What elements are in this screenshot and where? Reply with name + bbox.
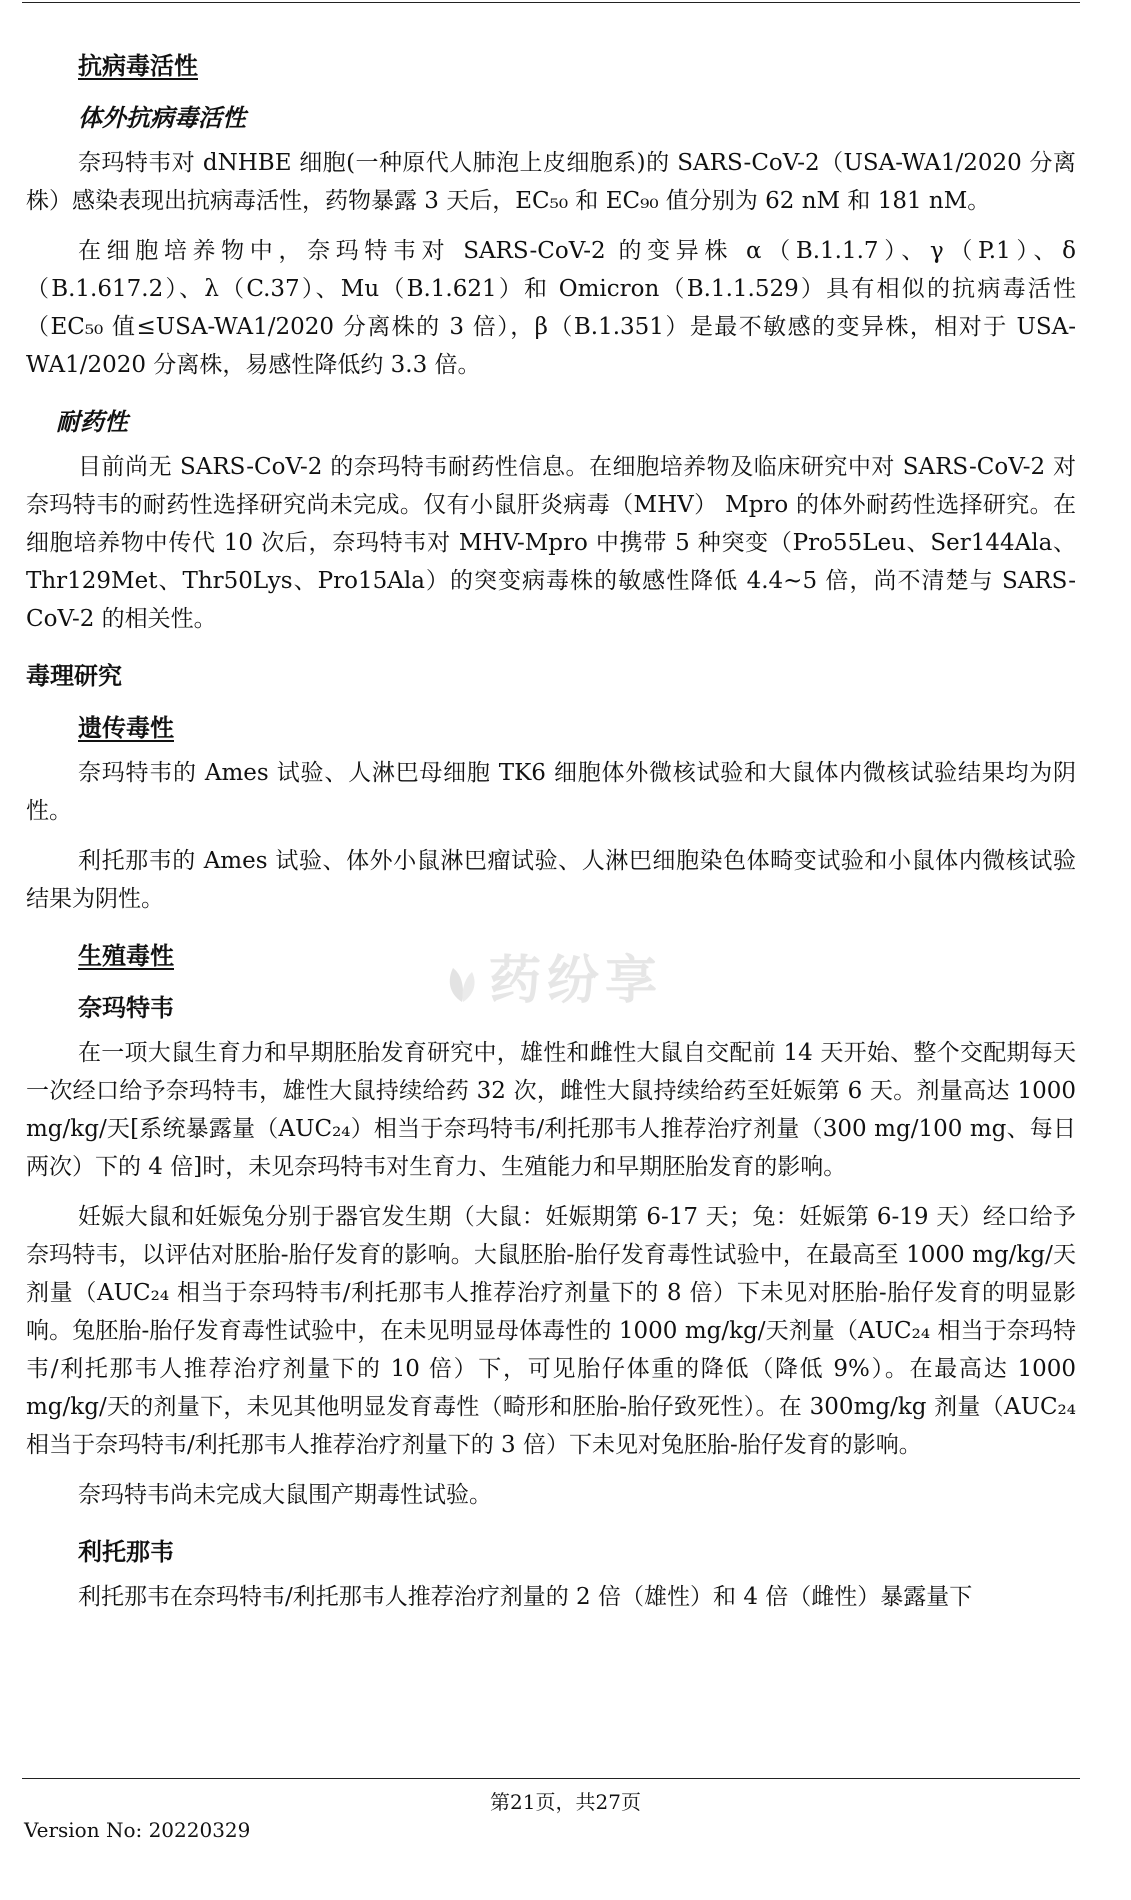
heading-antiviral: 抗病毒活性	[78, 51, 198, 80]
paragraph-4: 奈玛特韦的 Ames 试验、人淋巴母细胞 TK6 细胞体外微核试验和大鼠体内微核试验结果均为阴性。	[26, 760, 1076, 824]
heading-nirmatrelvir: 奈玛特韦	[78, 993, 174, 1022]
footer-rule	[22, 1778, 1080, 1779]
paragraph-2: 在细胞培养物中，奈玛特韦对 SARS-CoV-2 的变异株 α（B.1.1.7）、γ（P.1）、δ（B.1.617.2）、λ（C.37）、Mu（B.1.621）和 Omicron（B.1.1.529）具有相似的抗病毒活性（EC₅₀ 值≤USA-WA1/2020 分离株的 3 倍），β（B.1.351）是最不敏感的变异株，相对于 USA-WA1/2020 分离株，易感性降低约 3.3 倍。	[26, 238, 1076, 378]
version-number: Version No: 20220329	[24, 1818, 251, 1842]
leaf-logo-icon	[445, 964, 479, 1004]
paragraph-8: 奈玛特韦尚未完成大鼠围产期毒性试验。	[78, 1482, 492, 1508]
heading-toxicology: 毒理研究	[26, 661, 122, 690]
heading-ritonavir: 利托那韦	[78, 1537, 174, 1566]
heading-genotoxicity: 遗传毒性	[78, 713, 174, 742]
paragraph-6: 在一项大鼠生育力和早期胚胎发育研究中，雄性和雌性大鼠自交配前 14 天开始、整个交配期每天一次经口给予奈玛特韦，雄性大鼠持续给药 32 次，雌性大鼠持续给药至妊娠第 6 天。剂量高达 1000 mg/kg/天[系统暴露量（AUC₂₄）相当于奈玛特韦/利托那韦人推荐治疗剂量（300 mg/100 mg、每日两次）下的 4 倍]时，未见奈玛特韦对生育力、生殖能力和早期胚胎发育的影响。	[26, 1040, 1076, 1180]
top-rule	[22, 2, 1080, 3]
paragraph-7: 妊娠大鼠和妊娠兔分别于器官发生期（大鼠：妊娠期第 6-17 天；兔：妊娠第 6-19 天）经口给予奈玛特韦，以评估对胚胎-胎仔发育的影响。大鼠胚胎-胎仔发育毒性试验中，在最高至 1000 mg/kg/天剂量（AUC₂₄ 相当于奈玛特韦/利托那韦人推荐治疗剂量下的 8 倍）下未见对胚胎-胎仔发育的明显影响。兔胚胎-胎仔发育毒性试验中，在未见明显母体毒性的 1000 mg/kg/天剂量（AUC₂₄ 相当于奈玛特韦/利托那韦人推荐治疗剂量下的 10 倍）下，可见胎仔体重的降低（降低 9%）。在最高达 1000 mg/kg/天的剂量下，未见其他明显发育毒性（畸形和胚胎-胎仔致死性）。在 300mg/kg 剂量（AUC₂₄ 相当于奈玛特韦/利托那韦人推荐治疗剂量下的 3 倍）下未见对兔胚胎-胎仔发育的影响。	[26, 1204, 1076, 1458]
paragraph-1: 奈玛特韦对 dNHBE 细胞(一种原代人肺泡上皮细胞系)的 SARS-CoV-2（USA-WA1/2020 分离株）感染表现出抗病毒活性，药物暴露 3 天后，EC₅₀ 和 EC₉₀ 值分别为 62 nM 和 181 nM。	[26, 150, 1076, 214]
paragraph-3: 目前尚无 SARS-CoV-2 的奈玛特韦耐药性信息。在细胞培养物及临床研究中对 SARS-CoV-2 对奈玛特韦的耐药性选择研究尚未完成。仅有小鼠肝炎病毒（MHV） Mpro 的体外耐药性选择研究。在细胞培养物中传代 10 次后，奈玛特韦对 MHV-Mpro 中携带 5 种突变（Pro55Leu、Ser144Ala、Thr129Met、Thr50Lys、Pro15Ala）的突变病毒株的敏感性降低 4.4~5 倍，尚不清楚与 SARS-CoV-2 的相关性。	[26, 454, 1076, 632]
paragraph-9: 利托那韦在奈玛特韦/利托那韦人推荐治疗剂量的 2 倍（雄性）和 4 倍（雌性）暴露量下	[78, 1584, 973, 1610]
watermark-text: 药纷享	[489, 951, 664, 1011]
heading-resistance: 耐药性	[56, 407, 128, 436]
paragraph-5: 利托那韦的 Ames 试验、体外小鼠淋巴瘤试验、人淋巴细胞染色体畸变试验和小鼠体内微核试验结果为阴性。	[26, 848, 1076, 912]
watermark	[445, 938, 663, 1013]
heading-in-vitro: 体外抗病毒活性	[78, 103, 246, 132]
page-number: 第21页，共27页	[490, 1790, 641, 1814]
heading-reproductive: 生殖毒性	[78, 941, 174, 970]
document-body	[26, 40, 1076, 1616]
